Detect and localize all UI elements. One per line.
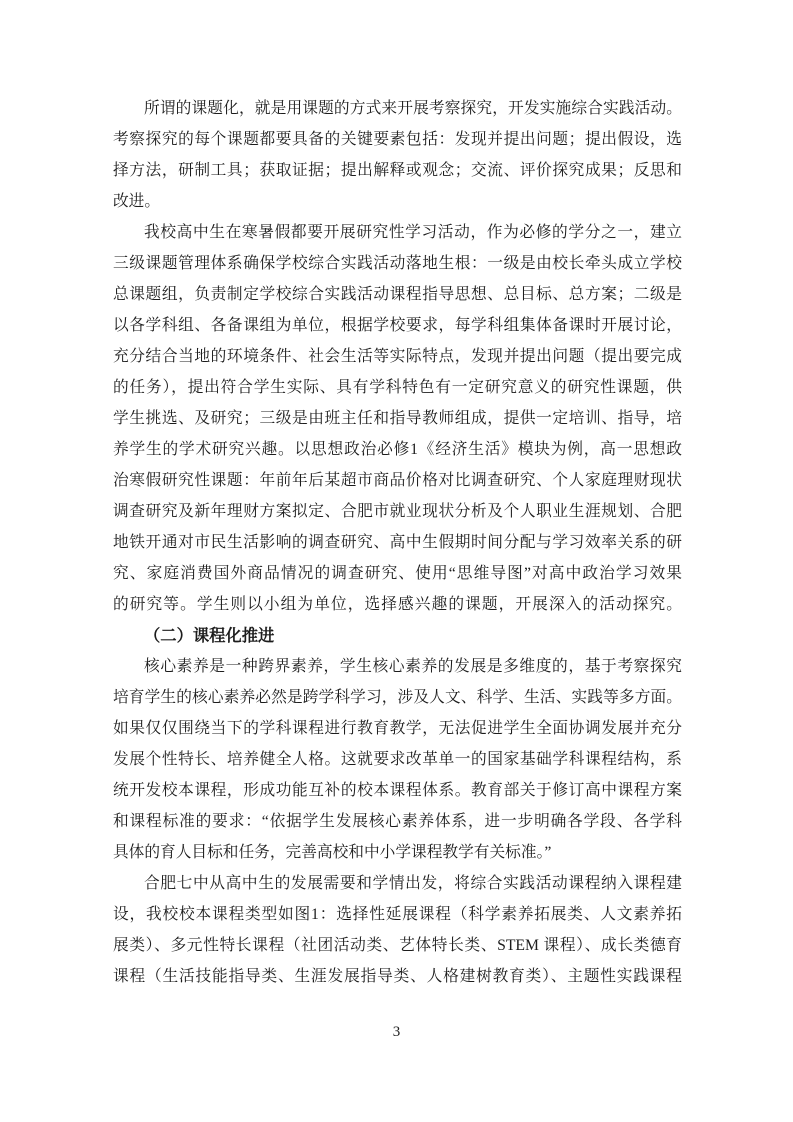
text-line: 择方法，研制工具；获取证据；提出解释或观念；交流、评价探究成果；反思和 — [113, 162, 682, 179]
body-text — [113, 93, 682, 992]
text-line: 统开发校本课程，形成功能互补的校本课程体系。教育部关于修订高中课程方案 — [113, 782, 682, 799]
text-line: 我校高中生在寒暑假都要开展研究性学习活动，作为必修的学分之一，建立 — [144, 224, 682, 241]
text-line: 发展个性特长、培养健全人格。这就要求改革单一的国家基础学科课程结构，系 — [113, 751, 682, 768]
text-line: 总课题组，负责制定学校综合实践活动课程指导思想、总目标、总方案；二级是 — [113, 286, 682, 303]
text-line: 具体的育人目标和任务，完善高校和中小学课程教学有关标准。” — [113, 844, 552, 861]
text-line: 充分结合当地的环境条件、社会生活等实际特点，发现并提出问题（提出要完成 — [113, 348, 682, 365]
text-line: 改进。 — [113, 193, 161, 210]
text-line: 以各学科组、各备课组为单位，根据学校要求，每学科组集体备课时开展讨论， — [113, 317, 682, 334]
text-line: 地铁开通对市民生活影响的调查研究、高中生假期时间分配与学习效率关系的研 — [113, 534, 682, 551]
text-line: 核心素养是一种跨界素养，学生核心素养的发展是多维度的，基于考察探究 — [144, 658, 682, 675]
text-line: 和课程标准的要求：“依据学生发展核心素养体系，进一步明确各学段、各学科 — [113, 813, 682, 830]
text-line: 究、家庭消费国外商品情况的调查研究、使用“思维导图”对高中政治学习效果 — [113, 565, 682, 582]
page-number: 3 — [392, 1024, 401, 1040]
text-line: 展类）、多元性特长课程（社团活动类、艺体特长类、STEM 课程）、成长类德育 — [113, 937, 682, 954]
text-line: 的任务），提出符合学生实际、具有学科特色有一定研究意义的研究性课题，供 — [113, 379, 682, 396]
text-line: 课程（生活技能指导类、生涯发展指导类、人格建树教育类）、主题性实践课程 — [113, 968, 682, 985]
text-line: 如果仅仅围绕当下的学科课程进行教育教学，无法促进学生全面协调发展并充分 — [113, 720, 682, 737]
text-line: 养学生的学术研究兴趣。以思想政治必修1《经济生活》模块为例，高一思想政 — [113, 441, 682, 458]
text-line: 培育学生的核心素养必然是跨学科学习，涉及人文、科学、生活、实践等多方面。 — [113, 689, 682, 706]
text-line: 合肥七中从高中生的发展需要和学情出发，将综合实践活动课程纳入课程建 — [144, 875, 682, 892]
text-line: 学生挑选、及研究；三级是由班主任和指导教师组成，提供一定培训、指导，培 — [113, 410, 682, 427]
text-line: 考察探究的每个课题都要具备的关键要素包括：发现并提出问题；提出假设，选 — [113, 131, 682, 148]
text-line: 的研究等。学生则以小组为单位，选择感兴趣的课题，开展深入的活动探究。 — [113, 596, 682, 613]
text-line: 所谓的课题化，就是用课题的方式来开展考察探究，开发实施综合实践活动。 — [144, 100, 682, 117]
text-line: 治寒假研究性课题：年前年后某超市商品价格对比调查研究、个人家庭理财现状 — [113, 472, 682, 489]
text-line: 三级课题管理体系确保学校综合实践活动落地生根：一级是由校长牵头成立学校 — [113, 255, 682, 272]
section-heading: （二）课程化推进 — [144, 626, 275, 645]
text-line: 设，我校校本课程类型如图1：选择性延展课程（科学素养拓展类、人文素养拓 — [113, 906, 682, 923]
text-line: 调查研究及新年理财方案拟定、合肥市就业现状分析及个人职业生涯规划、合肥 — [113, 503, 682, 520]
